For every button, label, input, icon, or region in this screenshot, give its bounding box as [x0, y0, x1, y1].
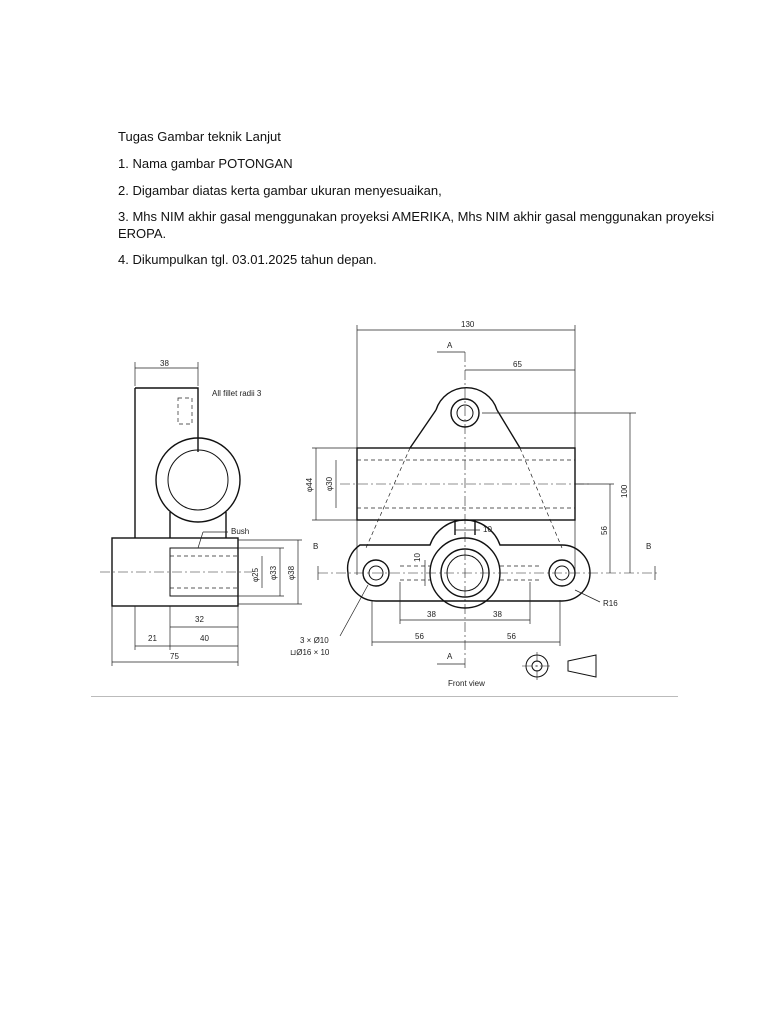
front-dim-phi44-text: φ44: [305, 477, 314, 492]
r16-label: R16: [603, 599, 618, 608]
section-b-right-mark: B: [646, 542, 652, 551]
front-dim-38-left-text: 38: [427, 610, 436, 619]
bush-leader-tail: [198, 532, 203, 548]
instruction-item-2: 2. Digambar diatas kerta gambar ukuran menyesuaikan,: [118, 183, 442, 198]
side-dim-phi38-text: φ38: [287, 565, 296, 580]
side-view: [100, 359, 318, 666]
side-dim-40-text: 40: [200, 634, 209, 643]
front-dim-65-text: 65: [513, 360, 522, 369]
hole-callout-leader: [340, 585, 368, 636]
side-dim-phi33-text: φ33: [269, 565, 278, 580]
side-dim-32-text: 32: [195, 615, 204, 624]
side-rib: [170, 512, 226, 538]
plate-left-edge-top: [410, 410, 436, 448]
side-dim-75-text: 75: [170, 652, 179, 661]
plate-right-hidden: [520, 448, 562, 548]
front-dim-phi30-text: φ30: [325, 476, 334, 491]
instruction-item-4: 4. Dikumpulkan tgl. 03.01.2025 tahun depan.: [118, 252, 377, 267]
projection-symbol: [522, 652, 596, 680]
front-base-plate: [348, 520, 590, 601]
front-dim-10-h-text: 10: [483, 525, 492, 534]
front-dim-56-right-text: 56: [507, 632, 516, 641]
projection-symbol-cone: [568, 655, 596, 677]
front-dim-10-v-text: 10: [413, 553, 422, 562]
front-dim-38-right-text: 38: [493, 610, 502, 619]
hole-callout-line-1: 3 × Ø10: [300, 636, 329, 645]
front-dim-130-text: 130: [461, 320, 475, 329]
front-dim-100-text: 100: [620, 484, 629, 498]
hole-callout-line-2: ⊔Ø16 × 10: [290, 648, 330, 657]
side-hidden-bore: [178, 398, 192, 424]
plate-left-hidden: [366, 448, 410, 548]
side-column-outline: [135, 388, 198, 452]
assignment-title: Tugas Gambar teknik Lanjut: [118, 129, 281, 144]
instruction-item-3-line-1: 3. Mhs NIM akhir gasal menggunakan proyeksi AMERIKA, Mhs NIM akhir gasal menggunakan proyeksi: [118, 209, 715, 224]
section-a-bottom-mark: A: [447, 652, 453, 661]
bush-label: Bush: [231, 527, 250, 536]
section-a-top-mark: A: [447, 341, 453, 350]
side-dim-21-text: 21: [148, 634, 157, 643]
front-dim-56-left-text: 56: [415, 632, 424, 641]
front-view: [290, 320, 658, 688]
front-view-caption: Front view: [448, 679, 485, 688]
instruction-item-1: 1. Nama gambar POTONGAN: [118, 156, 293, 171]
page-divider: [91, 696, 678, 697]
side-dim-38-text: 38: [160, 359, 169, 368]
side-boss-inner-circle: [168, 450, 228, 510]
instruction-item-3-line-2: EROPA.: [118, 226, 167, 241]
front-dim-56v-text: 56: [600, 526, 609, 535]
side-dim-phi25-text: φ25: [251, 567, 260, 582]
plate-right-edge-top: [497, 410, 520, 448]
fillet-note: All fillet radii 3: [212, 389, 262, 398]
section-b-left-mark: B: [313, 542, 319, 551]
